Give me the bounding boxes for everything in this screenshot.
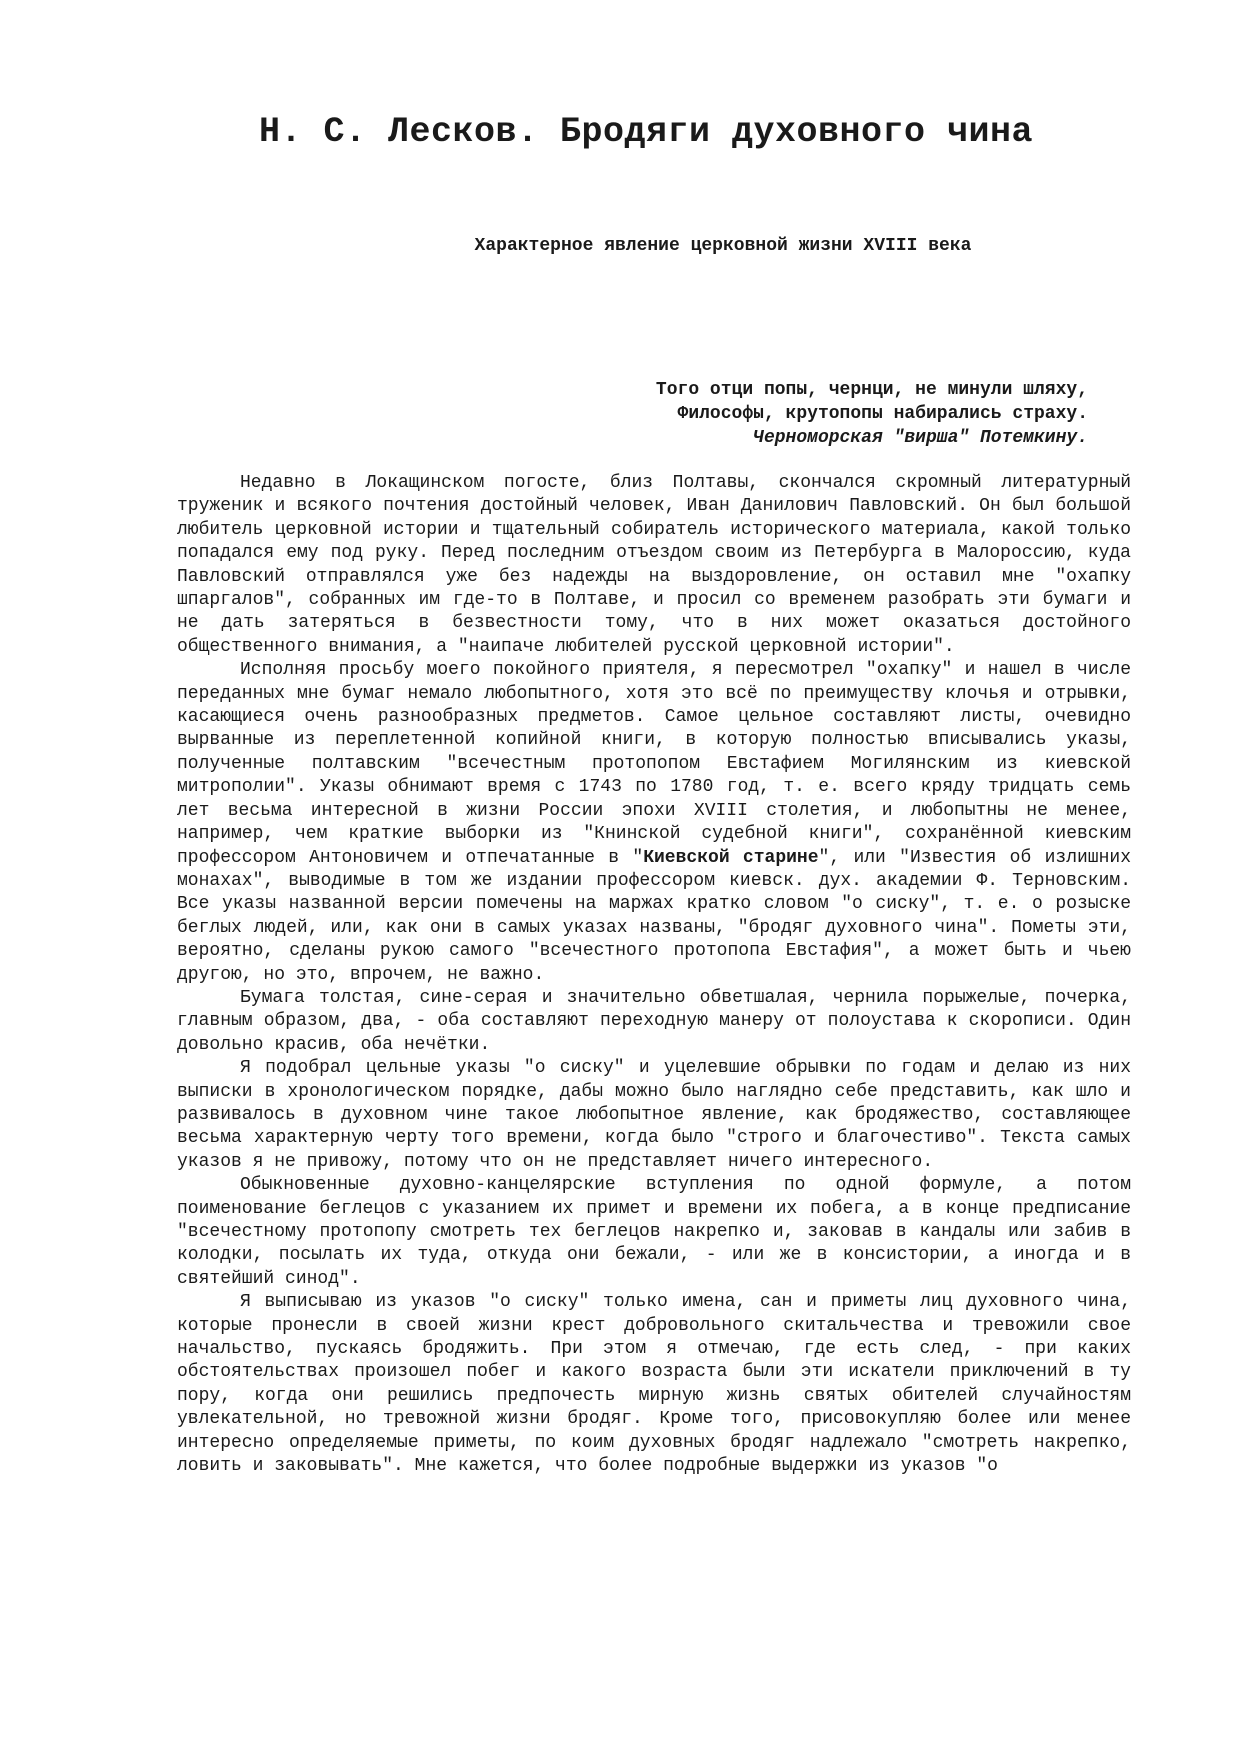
page-title: Н. С. Лесков. Бродяги духовного чина [258,112,1034,152]
paragraph-3: Бумага толстая, сине-серая и значительно обветшалая, чернила порыжелые, почерка, главным образом, два, - оба составляют переходную манеру от полоустава к скорописи. Один довольно красив, оба нечётки. [177,987,1131,1055]
paragraph-2-part-2: ", или "Известия об излишних монахах", выводимые в том же издании профессором киевск. дух. академии Ф. Терновским. Все указы названной версии помечены на маржах кратко словом "о сиску", т. е. о розыске беглых людей, или, как они в самых указах названы, "бродяг духовного чина". Пометы эти, вероятно, сделаны рукою самого "всечестного протопопа Евстафия", а может быть и чьею другою, но это, впрочем, не важно. [177,847,1132,985]
subtitle: Характерное явление церковной жизни XVIII века [474,236,972,256]
epigraph-source: Черноморская "вирша" Потемкину. [753,428,1088,448]
body-text [177,472,1131,1478]
epigraph [656,378,1088,450]
paragraph-2-part-1: Исполняя просьбу моего покойного приятеля, я пересмотрел "охапку" и нашел в числе переданных мне бумаг немало любопытного, хотя это всё по преимуществу клочья и отрывки, касающиеся очень разнообразных предметов. Самое цельное составляют листы, очевидно вырванные из переплетенной копийной книги, в которую полностью вписывались указы, полученные полтавским "всечестным протопопом Евстафием Могилянским из киевской митрополии". Указы обнимают время с 1743 по 1780 год, т. е. всего кряду тридцать семь лет весьма интересной в жизни России эпохи XVIII столетия, и любопытны не менее, например, чем краткие выборки из "Книнской судебной книги", сохранённой киевским профессором Антоновичем и отпечатанные в " [177,660,1131,868]
paragraph-6: Я выписываю из указов "о сиску" только имена, сан и приметы лиц духовного чина, которые пронесли в своей жизни крест добровольного скитальчества и тревожили свое начальство, пускаясь бродяжить. При этом я отмечаю, где есть след, - при каких обстоятельствах произошел побег и какого возраста были эти искатели приключений в ту пору, когда они решились предпочесть мирную жизнь святых обителей случайностям увлекательной, но тревожной жизни бродяг. Кроме того, присовокупляю более или менее интересно определяемые приметы, по коим духовных бродяг надлежало "смотреть накрепко, ловить и заковывать". Мне кажется, что более подробные выдержки из указов "о [177,1292,1131,1477]
epigraph-line-1: Того отци попы, чернци, не минули шляху, [655,380,1088,400]
paragraph-4: Я подобрал цельные указы "о сиску" и уцелевшие обрывки по годам и делаю из них выписки в хронологическом порядке, дабы можно было наглядно себе представить, как шло и развивалось в духовном чине такое любопытное явление, как бродяжество, составляющее весьма характерную черту того времени, когда было "строго и благочестиво". Текста самых указов я не привожу, потому что он не представляет ничего интересного. [177,1058,1131,1172]
paragraph-5: Обыкновенные духовно-канцелярские вступления по одной формуле, а потом поименование беглецов с указанием их примет и времени их побега, а в конце предписание "всечестному протопопу смотреть тех беглецов накрепко и, заковав в кандалы или забив в колодки, посылать их туда, откуда они бежали, - или же в консистории, а иногда и в святейший синод". [177,1175,1131,1289]
paragraph-1: Недавно в Локащинском погосте, близ Полтавы, скончался скромный литературный труженик и всякого почтения достойный человек, Иван Данилович Павловский. Он был большой любитель церковной истории и тщательный собиратель исторического материала, какой только попадался ему под руку. Перед последним отъездом своим из Петербурга в Малороссию, куда Павловский отправлялся уже без надежды на выздоровление, он оставил мне "охапку шпаргалов", собранных им где-то в Полтаве, и просил со временем разобрать эти бумаги и не дать затеряться в безвестности тому, что в них может оказаться достойного общественного внимания, а "наипаче любителей русской церковной истории". [177,473,1131,657]
paragraph-2 [177,659,1131,987]
journal-title-kievskaya-starina: Киевской старине [643,847,819,868]
epigraph-line-2: Философы, крутопопы набирались страху. [677,404,1088,424]
